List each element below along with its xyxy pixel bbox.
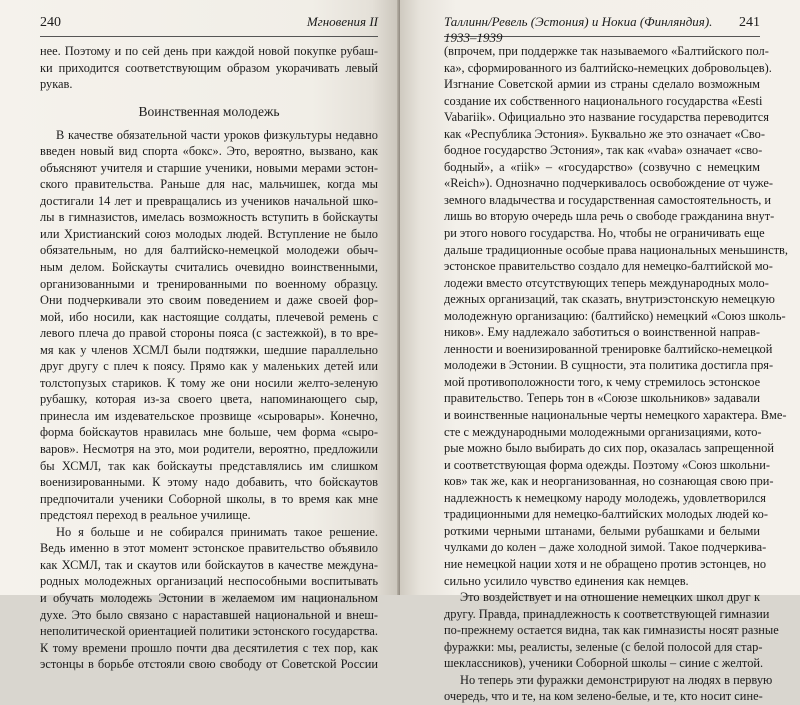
text-line: ки приходится соответствующим образом укорачивать левый <box>40 60 378 75</box>
text-line: Они подчеркивали это своим поведением и даже своей фор- <box>40 293 378 308</box>
right-page-header <box>444 14 760 45</box>
text-line: эстонское правительство создало для немецко-балтийской мо- <box>444 259 773 274</box>
text-line: предпочитали ученики Соборной школы, в то время как мне <box>40 491 378 506</box>
text-line: Но я больше и не собирался принимать такое решение. <box>56 524 378 539</box>
text-line: фуражки: мы, реалисты, зеленые (с белой полосой для стар- <box>444 639 763 654</box>
text-line: надлежность к немецкому народу молодежь, удовлетворился <box>444 490 766 505</box>
text-line: ников». Ему надлежало заботиться о воинственной направ- <box>444 325 760 340</box>
text-line: и воинственные национальные черты немецкого характера. Вме- <box>444 408 787 423</box>
text-line: по-прежнему остается видна, так как гимназисты носят разные <box>444 623 779 638</box>
text-line: рубашку, которая из-за своего цвета, напоминающего сыр, <box>40 392 378 407</box>
text-line: неполитической ориентацией политики эстонского государства. <box>40 624 378 639</box>
text-line: лишь во вторую очередь шла речь о свободе гражданина внут- <box>444 209 775 224</box>
text-line: объясняют учителя и старшие ученики, новыми мерами эстон- <box>40 160 378 175</box>
text-line: сте с международными молодежными организациями, кото- <box>444 424 762 439</box>
left-page-header <box>40 14 378 37</box>
text-line: друг другу с плеч к поясу. Прямо как у маленьких детей или <box>40 359 378 374</box>
text-line: рукав. <box>40 77 73 92</box>
text-line: принесла им издевательское прозвище «сыровары». Конечно, <box>40 408 378 423</box>
text-line: и обучать молодежь Эстонии в желаемом им национальном <box>40 590 378 605</box>
text-line: «Reich»). Однозначно подчеркивалось освобождение от чуже- <box>444 176 774 191</box>
text-line: введен новый вид спорта «бокс». Это, вероятно, вызвано, как <box>40 144 378 159</box>
left-text-block-before <box>40 43 378 93</box>
text-line: лы в гимназистов, имелась возможность вступить в бойскауты <box>40 210 378 225</box>
text-line: шеклассников), ученики Соборной школы – синие с желтой. <box>444 656 764 671</box>
text-line: дежных организаций, так сказать, внутриэстонскую немецкую <box>444 292 775 307</box>
text-line: ков» так же, как и неорганизованная, но сознающая свою при- <box>444 474 774 489</box>
running-title: Таллинн/Ревель (Эстония) и Нокиа (Финляндия). 1933–1939 <box>444 14 713 45</box>
text-line: роткими черными штанами, белыми рубашками и белыми <box>444 523 760 538</box>
text-line: ние немецкой нации хотя и не обращено против эстонцев, но <box>444 556 767 571</box>
text-line: мой противоположности того, к чему стремилось эстонское <box>444 374 761 389</box>
text-line: варов». Несмотря на это, мои родители, вероятно, предложили <box>40 442 378 457</box>
text-line: ным делом. Бойскауты считались очевидно воинственными, <box>40 260 378 275</box>
text-line: К тому времени прошло почти два десятилетия с тех пор, как <box>40 640 378 655</box>
text-line: левого плеча до правой стороны пояса (с застежкой), в то вре- <box>40 326 378 341</box>
text-line: организованными и тренированными по военному образцу. <box>40 276 378 291</box>
text-line: ленности и военизированной тренировке балтийско-немецкой <box>444 341 773 356</box>
text-line: предстоял переход в реальное училище. <box>40 508 251 523</box>
text-line: мя как у членов ХСМЛ были подтяжки, шедшие параллельно <box>40 342 378 357</box>
right-text-block <box>444 43 788 705</box>
text-line: Vabariik». Официально это название государства переводится <box>444 110 769 125</box>
running-title: Мгновения II <box>306 14 378 29</box>
text-line: создание их собственного национального государства «Eesti <box>444 93 763 108</box>
text-line: традиционными для немецко-балтийских молодых людей ко- <box>444 507 768 522</box>
left-text-block-after <box>40 127 378 673</box>
text-line: достигали 14 лет и превращались из учеников начальной шко- <box>40 193 378 208</box>
text-line: ского правительства. Раньше для нас, мальчишек, когда мы <box>40 177 378 192</box>
text-line: нее. Поэтому и по сей день при каждой новой покупке рубаш- <box>40 44 378 58</box>
text-line: ка», сформированного из балтийско-немецких добровольцев). <box>444 60 772 75</box>
text-line: обязательным, но для балтийско-немецкой молодежи обыч- <box>40 243 378 258</box>
text-line: Это воздействует и на отношение немецких школ друг к <box>460 590 760 605</box>
section-heading: Воинственная молодежь <box>138 103 280 119</box>
text-line: ри этого нового государства. Но, чтобы не ограничивать еще <box>444 226 765 241</box>
text-line: дальше традиционные особые права национальных меньшинств, <box>444 242 788 257</box>
text-line: (впрочем, при поддержке так называемого «Балтийского пол- <box>444 44 769 58</box>
text-line: другу. Правда, принадлежность к соответствующей гимназии <box>444 606 770 621</box>
text-line: духе. Это было связано с нараставшей национальной и внеш- <box>40 607 378 622</box>
text-line: военизированными. К этому надо добавить, что бойскаутов <box>40 475 378 490</box>
right-page <box>400 0 800 704</box>
text-line: Изгнание Советской армии из страны сделало возможным <box>444 77 760 92</box>
text-line: бы ХСМЛ, так как бойскауты представлялись им слишком <box>40 458 378 473</box>
text-line: лодежи вместо отсутствующих теперь международных моло- <box>444 275 769 290</box>
text-line: или Христианский союз молодых людей. Вступление не было <box>40 226 378 241</box>
text-line: Ведь именно в этот момент эстонское правительство объявило <box>40 541 378 556</box>
text-line: бодный», a «riik» – «государство» (созвучно с немецким <box>444 159 760 174</box>
text-line: Но теперь эти фуражки демонстрируют на людях в первую <box>460 672 773 687</box>
text-line: как «Республика Эстония». Буквально же это означает «Сво- <box>444 126 766 141</box>
text-line: и соответствующая форма одежды. Поэтому «Союз школьни- <box>444 457 771 472</box>
text-line: В качестве обязательной части уроков физкультуры недавно <box>56 127 378 142</box>
text-line: сильно усилило чувство единения как немцев. <box>444 573 689 588</box>
text-line: земного владычества и государственная самостоятельность, и <box>444 192 772 207</box>
text-line: родных молодежных организаций неспособными воспитывать <box>40 574 378 589</box>
page-number: 240 <box>40 15 61 30</box>
text-line: рые можно было выбирать до сих пор, оказалась запрещенной <box>444 441 774 456</box>
text-line: очередь, что и те, на ком зелено-белые, и те, кто носит сине- <box>444 689 763 704</box>
text-line: бодное государство Эстония», так как «vaba» означает «сво- <box>444 143 763 158</box>
text-line: молодежную организацию: (балтийско) немецкий «Союз школь- <box>444 308 786 323</box>
text-line: правительство. Теперь тон в «Союзе школьников» задавали <box>444 391 760 406</box>
text-line: толстопузых стариков. К тому же они носили желто-зеленую <box>40 375 378 390</box>
text-line: мой, ибо носили, как настоящие солдаты, плечевой ремень с <box>40 309 378 324</box>
text-line: чулками до колен – даже холодной зимой. Такое подчеркива- <box>444 540 767 555</box>
text-line: как ХСМЛ, так и скаутов или бойскаутов в качестве междуна- <box>40 557 378 572</box>
left-page <box>0 0 400 672</box>
text-line: эстонцы в борьбе отстояли свою свободу от Советской России <box>40 657 378 672</box>
text-line: форма бойскаутов нравилась мне больше, чем форма «сыро- <box>40 425 378 440</box>
text-line: молодежи в Эстонии. В сущности, эта политика достигла пря- <box>444 358 774 373</box>
page-number: 241 <box>739 15 760 30</box>
